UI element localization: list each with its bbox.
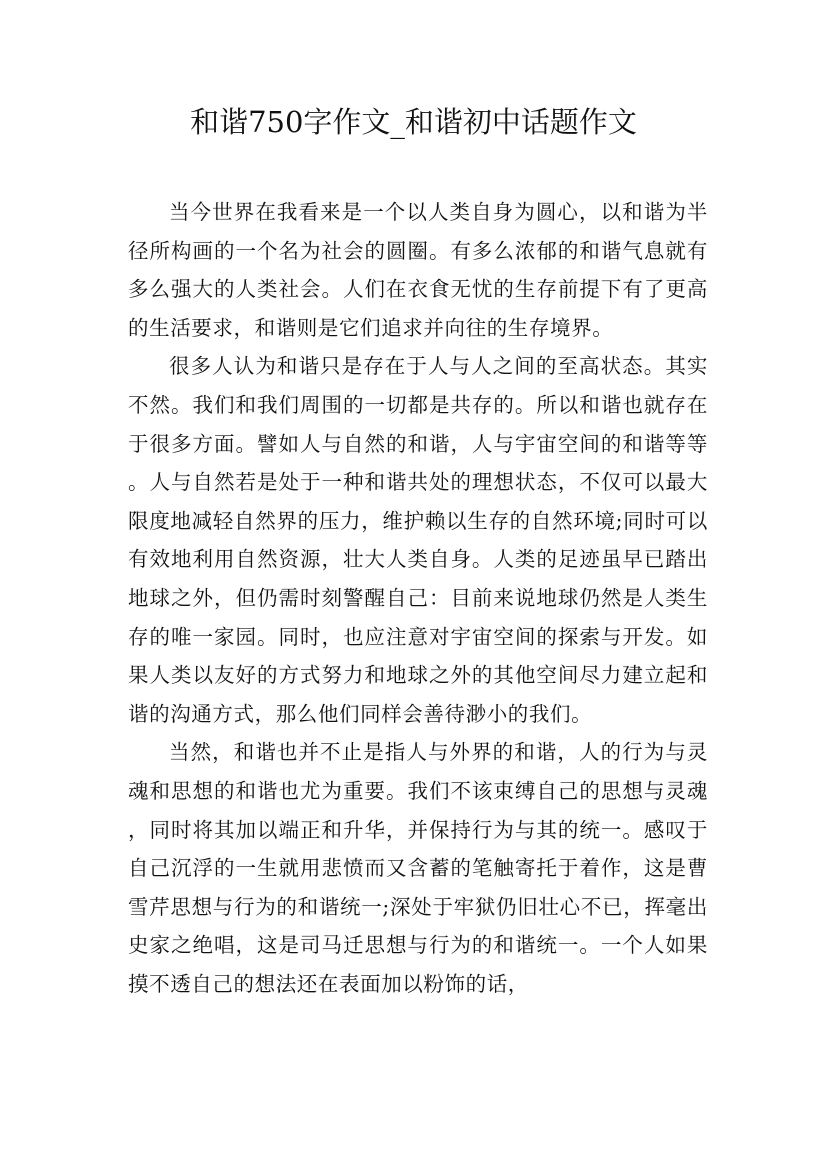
paragraph-1: 当今世界在我看来是一个以人类自身为圆心，以和谐为半径所构画的一个名为社会的圆圈。有多么浓郁的和谐气息就有多么强大的人类社会。人们在衣食无忧的生存前提下有了更高的生活要求，和谐则是它们追求并向往的生存境界。 xyxy=(128,200,708,340)
paragraph-2: 很多人认为和谐只是存在于人与人之间的至高状态。其实不然。我们和我们周围的一切都是共存的。所以和谐也就存在于很多方面。譬如人与自然的和谐，人与宇宙空间的和谐等等。人与自然若是处于一种和谐共处的理想状态，不仅可以最大限度地减轻自然界的压力，维护赖以生存的自然环境;同时可以有效地利用自然资源，壮大人类自身。人类的足迹虽早已踏出地球之外，但仍需时刻警醒自己：目前来说地球仍然是人类生存的唯一家园。同时，也应注意对宇宙空间的探索与开发。如果人类以友好的方式努力和地球之外的其他空间尽力建立起和谐的沟通方式，那么他们同样会善待渺小的我们。 xyxy=(128,354,708,726)
document-title: 和谐750字作文_和谐初中话题作文 xyxy=(190,105,637,139)
paragraph-3: 当然，和谐也并不止是指人与外界的和谐，人的行为与灵魂和思想的和谐也尤为重要。我们不该束缚自己的思想与灵魂，同时将其加以端正和升华，并保持行为与其的统一。感叹于自己沉浮的一生就用悲愤而又含蓄的笔触寄托于着作，这是曹雪芹思想与行为的和谐统一;深处于牢狱仍旧壮心不已，挥毫出史家之绝唱，这是司马迁思想与行为的和谐统一。一个人如果摸不透自己的想法还在表面加以粉饰的话， xyxy=(128,740,708,996)
document-body xyxy=(128,193,708,1003)
